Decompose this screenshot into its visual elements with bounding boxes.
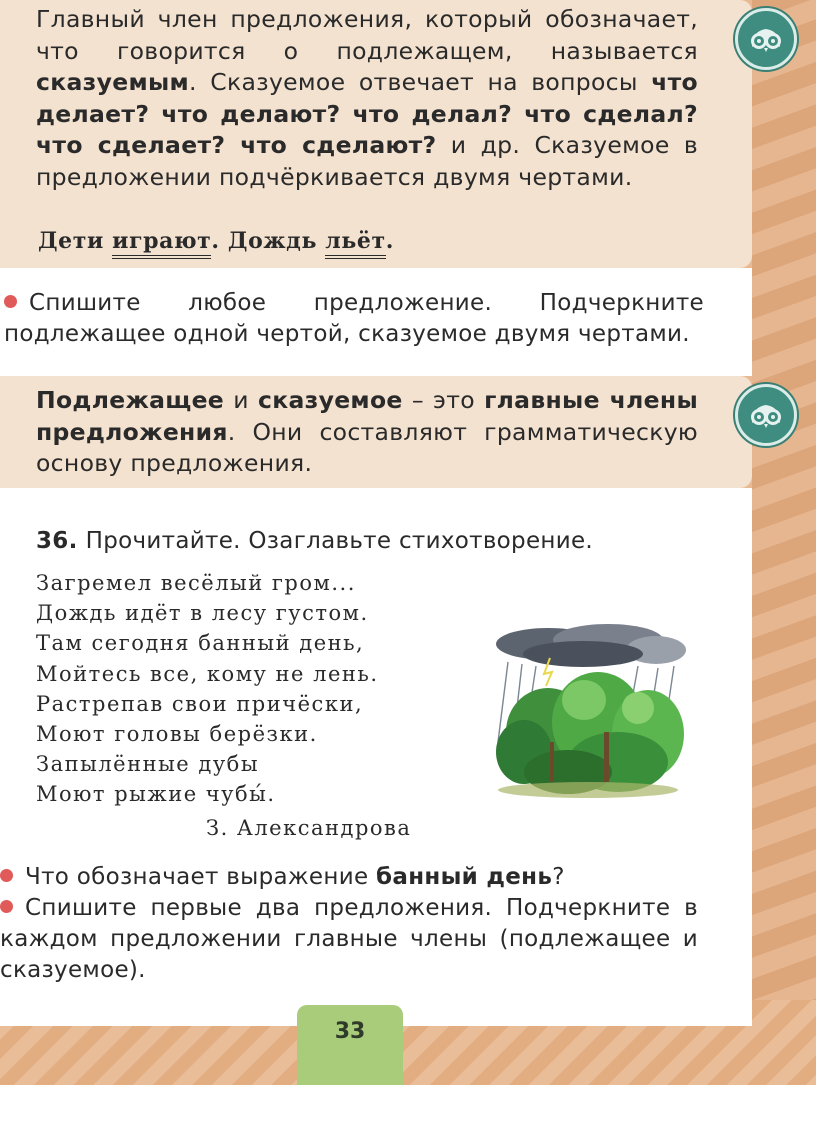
term-predicate: сказуемое bbox=[257, 386, 403, 414]
task-copy-sentence bbox=[4, 288, 704, 350]
bullet-icon bbox=[4, 295, 17, 308]
rule-predicate-text bbox=[36, 4, 698, 193]
task-text: Спишите первые два предложения. Подчеркните в каждом предложении главные члены (подлежащее и сказуемое). bbox=[0, 895, 698, 983]
poem-line: Растрепав свои причёски, bbox=[36, 691, 364, 716]
bullet-icon bbox=[0, 869, 13, 882]
poem-line: Мойтесь все, кому не лень. bbox=[36, 661, 379, 686]
question-text: ? bbox=[552, 864, 565, 890]
task-underline-main-members bbox=[0, 893, 698, 986]
example-word: . bbox=[385, 228, 394, 254]
poem-line: Загремел весёлый гром... bbox=[36, 571, 356, 595]
example-predicate: льёт bbox=[325, 228, 385, 259]
rule-text-part: . Они составляют грамматическую основу предложения. bbox=[36, 417, 698, 477]
question-text: Что обозначает выражение bbox=[25, 864, 377, 890]
example-sentences bbox=[38, 228, 394, 254]
poem bbox=[36, 568, 379, 810]
poem-author: З. Александрова bbox=[206, 816, 412, 840]
question-phrase: банный день bbox=[376, 864, 553, 890]
exercise-number: 36. bbox=[36, 528, 78, 554]
rule-grammar-basis-text bbox=[36, 385, 698, 480]
margin-stripes bbox=[752, 0, 816, 1085]
page-number-tab bbox=[297, 1005, 403, 1085]
rule-text-part: и bbox=[224, 386, 258, 414]
poem-line: Моют головы берёзки. bbox=[36, 722, 318, 747]
rule-text-part: . Сказуемое отвечает на вопросы bbox=[189, 68, 652, 96]
example-word: Дети bbox=[38, 228, 113, 254]
owl-icon bbox=[735, 8, 797, 70]
rule-text-part: Главный член предложения, который обозначает, что говорится о подлежащем, называется bbox=[36, 5, 698, 65]
task-text: Спишите любое предложение. Подчеркните подлежащее одной чертой, сказуемое двумя чертами. bbox=[4, 290, 704, 347]
predicate-questions: что делает? что делают? что делал? что сделал? что сделает? что сделают? bbox=[36, 68, 698, 159]
exercise-heading bbox=[36, 528, 593, 554]
page-number: 33 bbox=[334, 1019, 366, 1044]
example-predicate: играют bbox=[112, 228, 211, 259]
poem-line: Там сегодня банный день, bbox=[36, 631, 365, 656]
term-main-members: главные члены предложения bbox=[36, 386, 698, 446]
exercise-instruction: Прочитайте. Озаглавьте стихотворение. bbox=[85, 528, 594, 554]
example-word: . Дождь bbox=[211, 228, 326, 254]
rain-forest-illustration bbox=[488, 622, 688, 798]
poem-line: Моют рыжие чубы́. bbox=[36, 782, 276, 807]
rule-text-part: и др. Сказуемое в предложении подчёркивается двумя чертами. bbox=[36, 131, 699, 191]
bullet-icon bbox=[0, 900, 13, 913]
rule-text-part: – это bbox=[402, 386, 485, 414]
term-predicate: сказуемым bbox=[36, 68, 190, 96]
term-subject: Подлежащее bbox=[36, 386, 225, 414]
poem-line: Запылённые дубы bbox=[36, 752, 260, 777]
poem-line: Дождь идёт в лесу густом. bbox=[36, 601, 369, 626]
owl-icon bbox=[735, 384, 797, 446]
question-bath-day bbox=[0, 862, 700, 893]
